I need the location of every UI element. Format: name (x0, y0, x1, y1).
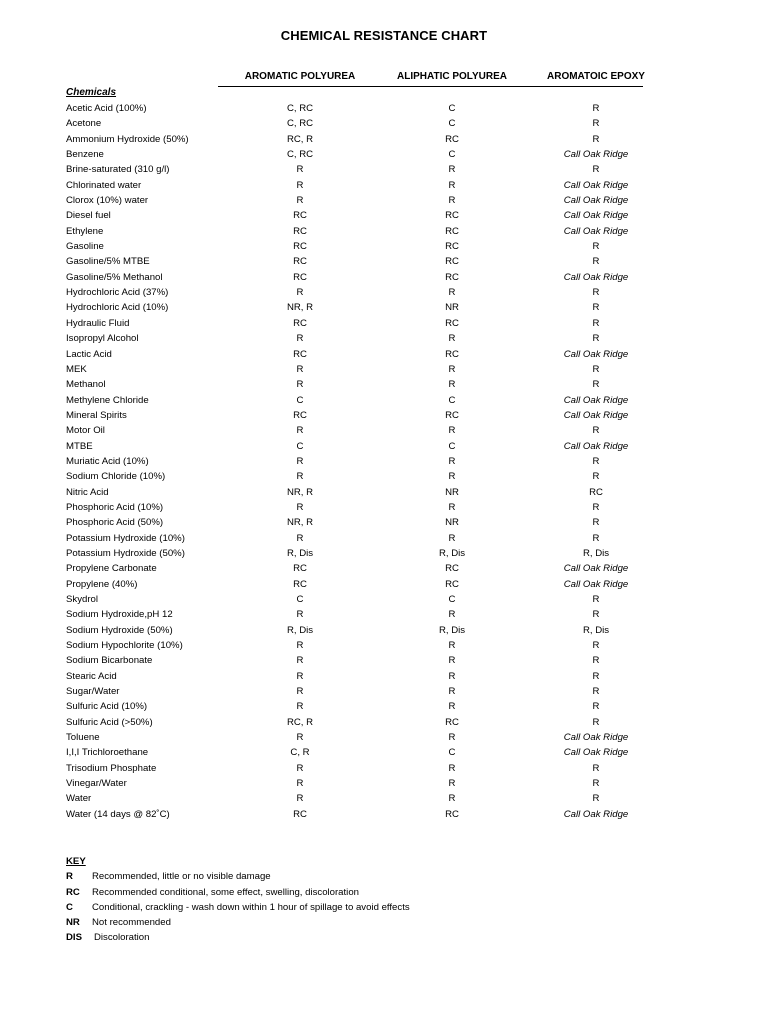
chemical-name: Sodium Hypochlorite (10%) (66, 640, 183, 652)
aromatic-polyurea-cell: R (296, 164, 304, 176)
aromatic-polyurea-cell: R (296, 762, 304, 774)
aromatic-polyurea-cell: RC (293, 808, 307, 820)
aliphatic-polyurea-cell: R (448, 670, 456, 682)
chemical-name: Methylene Chloride (66, 394, 149, 406)
chemical-name: Skydrol (66, 594, 98, 605)
chemical-name: Diesel fuel (66, 210, 111, 222)
aromatoic-epoxy-cell: R, Dis (582, 624, 610, 636)
table-row (0, 532, 768, 547)
aromatic-polyurea-cell: R (296, 532, 304, 544)
table-row (0, 746, 768, 761)
aromatoic-epoxy-cell: R (592, 164, 600, 176)
table-row (0, 777, 768, 792)
key-section (66, 855, 410, 947)
aromatic-polyurea-cell: NR, R (286, 486, 314, 498)
table-row (0, 455, 768, 470)
aromatoic-epoxy-cell: R (592, 517, 600, 529)
chemical-name: Ethylene (66, 225, 104, 237)
table-row (0, 209, 768, 224)
chemical-name: Methanol (66, 379, 106, 391)
aromatic-polyurea-cell: RC (293, 210, 307, 222)
key-description: Conditional, crackling - wash down within 1 hour of spillage to avoid effects (92, 901, 410, 913)
chemical-name: Clorox (10%) water (66, 195, 149, 207)
chemical-name: Stearic Acid (66, 670, 117, 682)
aromatoic-epoxy-cell: R (592, 501, 600, 513)
aromatoic-epoxy-cell: Call Oak Ridge (563, 271, 629, 283)
aromatic-polyurea-cell: RC (293, 563, 307, 575)
aromatoic-epoxy-cell: R (592, 363, 600, 375)
aromatoic-epoxy-cell: R (592, 793, 600, 805)
aliphatic-polyurea-cell: R (448, 333, 456, 345)
table-row (0, 470, 768, 485)
table-row (0, 225, 768, 240)
aromatoic-epoxy-cell: R, Dis (582, 547, 610, 559)
chemical-name: Gasoline/5% MTBE (66, 256, 150, 268)
aromatoic-epoxy-cell: Call Oak Ridge (563, 732, 629, 744)
chemical-name: Trisodium Phosphate (66, 762, 157, 774)
chemical-name: Ammonium Hydroxide (50%) (66, 133, 189, 145)
table-row (0, 608, 768, 623)
aliphatic-polyurea-cell: RC (445, 210, 459, 222)
aromatoic-epoxy-cell: R (592, 103, 600, 114)
aromatic-polyurea-cell: R, Dis (286, 547, 314, 559)
aromatic-polyurea-cell: C, RC (286, 118, 314, 130)
chemical-name: Sodium Bicarbonate (66, 655, 153, 667)
aromatic-polyurea-cell: R (296, 793, 304, 805)
chemical-name: Acetic Acid (100%) (66, 103, 147, 114)
aliphatic-polyurea-cell: C (448, 394, 456, 406)
table-row (0, 378, 768, 393)
table-row (0, 578, 768, 593)
aromatic-polyurea-cell: R, Dis (286, 624, 314, 636)
aliphatic-polyurea-cell: R (448, 379, 456, 391)
aliphatic-polyurea-cell: C (448, 118, 456, 130)
table-row (0, 301, 768, 316)
aromatoic-epoxy-cell: R (592, 455, 600, 467)
table-row (0, 700, 768, 715)
chemical-name: MEK (66, 363, 87, 375)
aromatoic-epoxy-cell: R (592, 670, 600, 682)
table-row (0, 731, 768, 746)
aliphatic-polyurea-cell: NR (445, 517, 459, 529)
aromatic-polyurea-cell: RC, R (286, 716, 314, 728)
key-description: Discoloration (94, 932, 150, 944)
aromatoic-epoxy-cell: R (592, 640, 600, 652)
aliphatic-polyurea-cell: R (448, 732, 456, 744)
aromatoic-epoxy-cell: Call Oak Ridge (563, 348, 629, 360)
aromatoic-epoxy-cell: Call Oak Ridge (563, 563, 629, 575)
aromatoic-epoxy-cell: Call Oak Ridge (563, 808, 629, 820)
chemicals-label: Chemicals (66, 87, 117, 98)
aromatoic-epoxy-cell: R (592, 594, 600, 605)
aromatic-polyurea-cell: C, R (290, 747, 310, 759)
chemical-name: Water (66, 793, 92, 805)
aromatoic-epoxy-cell: Call Oak Ridge (563, 578, 629, 590)
chemical-name: Sulfuric Acid (10%) (66, 701, 148, 713)
aromatic-polyurea-cell: R (296, 670, 304, 682)
chemical-name: Mineral Spirits (66, 409, 127, 421)
aromatic-polyurea-cell: R (296, 701, 304, 713)
aliphatic-polyurea-cell: R (448, 195, 456, 207)
aromatic-polyurea-cell: C (296, 440, 304, 452)
aromatic-polyurea-cell: R (296, 455, 304, 467)
aromatoic-epoxy-cell: Call Oak Ridge (563, 440, 629, 452)
aromatic-polyurea-cell: RC (293, 348, 307, 360)
aromatic-polyurea-cell: R (296, 732, 304, 744)
column-header-aromatic-polyurea: AROMATIC POLYUREA (244, 71, 356, 82)
chemical-name: Isopropyl Alcohol (66, 333, 139, 345)
table-row (0, 348, 768, 363)
chemical-name: Propylene Carbonate (66, 563, 157, 575)
table-row (0, 670, 768, 685)
aromatoic-epoxy-cell: R (592, 655, 600, 667)
aliphatic-polyurea-cell: NR (445, 302, 459, 314)
aromatic-polyurea-cell: R (296, 333, 304, 345)
table-row (0, 179, 768, 194)
table-row (0, 102, 768, 117)
aromatic-polyurea-cell: R (296, 363, 304, 375)
aromatoic-epoxy-cell: R (592, 118, 600, 130)
aliphatic-polyurea-cell: C (448, 103, 456, 114)
aromatoic-epoxy-cell: R (592, 302, 600, 314)
table-row (0, 639, 768, 654)
aromatoic-epoxy-cell: Call Oak Ridge (563, 747, 629, 759)
aliphatic-polyurea-cell: R (448, 609, 456, 621)
table-row (0, 501, 768, 516)
table-row (0, 762, 768, 777)
table-row (0, 424, 768, 439)
aromatic-polyurea-cell: RC, R (286, 133, 314, 145)
aromatoic-epoxy-cell: Call Oak Ridge (563, 394, 629, 406)
aromatoic-epoxy-cell: R (592, 133, 600, 145)
aliphatic-polyurea-cell: NR (445, 486, 459, 498)
chemical-table (0, 102, 768, 823)
table-row (0, 716, 768, 731)
aromatic-polyurea-cell: NR, R (286, 302, 314, 314)
key-description: Recommended conditional, some effect, swelling, discoloration (92, 886, 359, 898)
aromatoic-epoxy-cell: R (592, 425, 600, 437)
aromatoic-epoxy-cell: Call Oak Ridge (563, 195, 629, 207)
table-row (0, 409, 768, 424)
aromatic-polyurea-cell: RC (293, 241, 307, 253)
key-code: RC (66, 886, 80, 898)
chemical-name: Motor Oil (66, 425, 105, 437)
aromatic-polyurea-cell: RC (293, 578, 307, 590)
table-row (0, 486, 768, 501)
chemical-name: Sodium Hydroxide (50%) (66, 624, 173, 636)
chemical-name: Propylene (40%) (66, 578, 138, 590)
key-title: KEY (66, 856, 86, 867)
aliphatic-polyurea-cell: RC (445, 716, 459, 728)
aliphatic-polyurea-cell: R (448, 762, 456, 774)
key-code: DIS (66, 932, 82, 944)
chemical-name: Phosphoric Acid (50%) (66, 517, 164, 529)
aromatoic-epoxy-cell: R (592, 609, 600, 621)
column-header-aromatoic-epoxy: AROMATOIC EPOXY (547, 71, 645, 82)
aromatoic-epoxy-cell: R (592, 532, 600, 544)
table-row (0, 317, 768, 332)
chemical-name: Acetone (66, 118, 102, 130)
table-row (0, 394, 768, 409)
aromatoic-epoxy-cell: R (592, 762, 600, 774)
aromatic-polyurea-cell: R (296, 686, 304, 698)
aliphatic-polyurea-cell: R (448, 425, 456, 437)
aliphatic-polyurea-cell: RC (445, 225, 459, 237)
chemical-name: Phosphoric Acid (10%) (66, 501, 164, 513)
table-row (0, 516, 768, 531)
table-row (0, 117, 768, 132)
key-description: Recommended, little or no visible damage (92, 871, 271, 883)
key-item (66, 870, 410, 885)
aromatic-polyurea-cell: R (296, 425, 304, 437)
key-code: C (66, 901, 73, 913)
chemical-name: Sodium Hydroxide,pH 12 (66, 609, 173, 621)
aliphatic-polyurea-cell: R (448, 455, 456, 467)
aromatoic-epoxy-cell: R (592, 379, 600, 391)
aliphatic-polyurea-cell: R (448, 532, 456, 544)
aromatic-polyurea-cell: RC (293, 256, 307, 268)
aromatoic-epoxy-cell: Call Oak Ridge (563, 210, 629, 222)
aromatic-polyurea-cell: R (296, 179, 304, 191)
table-row (0, 440, 768, 455)
table-row (0, 593, 768, 608)
column-header-aliphatic-polyurea: ALIPHATIC POLYUREA (396, 71, 507, 82)
table-row (0, 240, 768, 255)
chemical-name: Vinegar/Water (66, 778, 127, 790)
key-item (66, 916, 410, 931)
aliphatic-polyurea-cell: R, Dis (438, 624, 466, 636)
aliphatic-polyurea-cell: RC (445, 317, 459, 329)
aromatoic-epoxy-cell: R (592, 778, 600, 790)
aliphatic-polyurea-cell: R (448, 179, 456, 191)
aromatoic-epoxy-cell: R (592, 256, 600, 268)
chemical-name: Lactic Acid (66, 348, 112, 360)
key-code: NR (66, 917, 80, 929)
chemical-name: Benzene (66, 149, 104, 161)
aromatic-polyurea-cell: C, RC (286, 103, 314, 114)
aliphatic-polyurea-cell: RC (445, 348, 459, 360)
chemical-name: Nitric Acid (66, 486, 109, 498)
aliphatic-polyurea-cell: R (448, 686, 456, 698)
aliphatic-polyurea-cell: C (448, 440, 456, 452)
aromatic-polyurea-cell: RC (293, 271, 307, 283)
chemical-name: Muriatic Acid (10%) (66, 455, 149, 467)
aromatoic-epoxy-cell: R (592, 333, 600, 345)
chemical-name: Sugar/Water (66, 686, 120, 698)
chemical-name: Potassium Hydroxide (50%) (66, 547, 185, 559)
aromatoic-epoxy-cell: R (592, 716, 600, 728)
aromatic-polyurea-cell: R (296, 471, 304, 483)
aliphatic-polyurea-cell: C (448, 149, 456, 161)
key-description: Not recommended (92, 917, 171, 929)
table-row (0, 562, 768, 577)
aliphatic-polyurea-cell: R (448, 701, 456, 713)
table-row (0, 654, 768, 669)
chemical-name: Hydrochloric Acid (10%) (66, 302, 169, 314)
table-row (0, 271, 768, 286)
aromatic-polyurea-cell: C, RC (286, 149, 314, 161)
aliphatic-polyurea-cell: RC (445, 409, 459, 421)
aliphatic-polyurea-cell: R (448, 655, 456, 667)
key-item (66, 901, 410, 916)
chemical-name: Chlorinated water (66, 179, 142, 191)
table-row (0, 363, 768, 378)
aromatoic-epoxy-cell: Call Oak Ridge (563, 409, 629, 421)
table-row (0, 148, 768, 163)
chemical-name: Water (14 days @ 82˚C) (66, 808, 170, 820)
aliphatic-polyurea-cell: C (448, 747, 456, 759)
chemical-name: Gasoline (66, 241, 104, 253)
aromatic-polyurea-cell: C (296, 394, 304, 406)
table-row (0, 624, 768, 639)
table-row (0, 808, 768, 823)
table-row (0, 163, 768, 178)
table-row (0, 286, 768, 301)
chemical-name: Sodium Chloride (10%) (66, 471, 166, 483)
aromatic-polyurea-cell: R (296, 379, 304, 391)
table-row (0, 133, 768, 148)
key-code: R (66, 871, 73, 883)
aliphatic-polyurea-cell: R (448, 363, 456, 375)
aromatoic-epoxy-cell: R (592, 241, 600, 253)
aromatic-polyurea-cell: NR, R (286, 517, 314, 529)
table-row (0, 792, 768, 807)
aliphatic-polyurea-cell: R (448, 287, 456, 299)
aromatoic-epoxy-cell: Call Oak Ridge (563, 179, 629, 191)
aliphatic-polyurea-cell: RC (445, 578, 459, 590)
chemical-name: Potassium Hydroxide (10%) (66, 532, 185, 544)
aromatic-polyurea-cell: R (296, 778, 304, 790)
aromatic-polyurea-cell: R (296, 640, 304, 652)
aliphatic-polyurea-cell: RC (445, 271, 459, 283)
chemical-name: MTBE (66, 440, 93, 452)
aliphatic-polyurea-cell: R (448, 471, 456, 483)
aromatic-polyurea-cell: RC (293, 317, 307, 329)
aliphatic-polyurea-cell: RC (445, 256, 459, 268)
table-row (0, 685, 768, 700)
chemical-name: Hydraulic Fluid (66, 317, 130, 329)
aromatoic-epoxy-cell: R (592, 471, 600, 483)
table-row (0, 332, 768, 347)
aromatoic-epoxy-cell: RC (589, 486, 603, 498)
aromatic-polyurea-cell: R (296, 287, 304, 299)
key-item (66, 931, 410, 946)
aromatic-polyurea-cell: R (296, 195, 304, 207)
aromatoic-epoxy-cell: Call Oak Ridge (563, 149, 629, 161)
table-row (0, 547, 768, 562)
key-item (66, 886, 410, 901)
aliphatic-polyurea-cell: RC (445, 133, 459, 145)
aromatic-polyurea-cell: C (296, 594, 304, 605)
aromatoic-epoxy-cell: Call Oak Ridge (563, 225, 629, 237)
aromatoic-epoxy-cell: R (592, 686, 600, 698)
aromatoic-epoxy-cell: R (592, 287, 600, 299)
table-row (0, 194, 768, 209)
aliphatic-polyurea-cell: R, Dis (438, 547, 466, 559)
chemical-name: Sulfuric Acid (>50%) (66, 716, 153, 728)
aliphatic-polyurea-cell: RC (445, 241, 459, 253)
table-row (0, 255, 768, 270)
aliphatic-polyurea-cell: RC (445, 563, 459, 575)
aromatoic-epoxy-cell: R (592, 701, 600, 713)
header-rule (218, 86, 643, 87)
aromatic-polyurea-cell: RC (293, 409, 307, 421)
chemical-name: I,I,I Trichloroethane (66, 747, 149, 759)
chemical-name: Toluene (66, 732, 100, 744)
aliphatic-polyurea-cell: RC (445, 808, 459, 820)
chemical-name: Brine-saturated (310 g/l) (66, 164, 170, 176)
aliphatic-polyurea-cell: R (448, 778, 456, 790)
aliphatic-polyurea-cell: R (448, 793, 456, 805)
aliphatic-polyurea-cell: R (448, 640, 456, 652)
page-title: CHEMICAL RESISTANCE CHART (280, 28, 488, 43)
chemical-name: Gasoline/5% Methanol (66, 271, 163, 283)
aromatic-polyurea-cell: RC (293, 225, 307, 237)
aromatic-polyurea-cell: R (296, 609, 304, 621)
aromatic-polyurea-cell: R (296, 655, 304, 667)
aliphatic-polyurea-cell: C (448, 594, 456, 605)
aromatoic-epoxy-cell: R (592, 317, 600, 329)
aromatic-polyurea-cell: R (296, 501, 304, 513)
chemical-name: Hydrochloric Acid (37%) (66, 287, 169, 299)
aliphatic-polyurea-cell: R (448, 164, 456, 176)
aliphatic-polyurea-cell: R (448, 501, 456, 513)
